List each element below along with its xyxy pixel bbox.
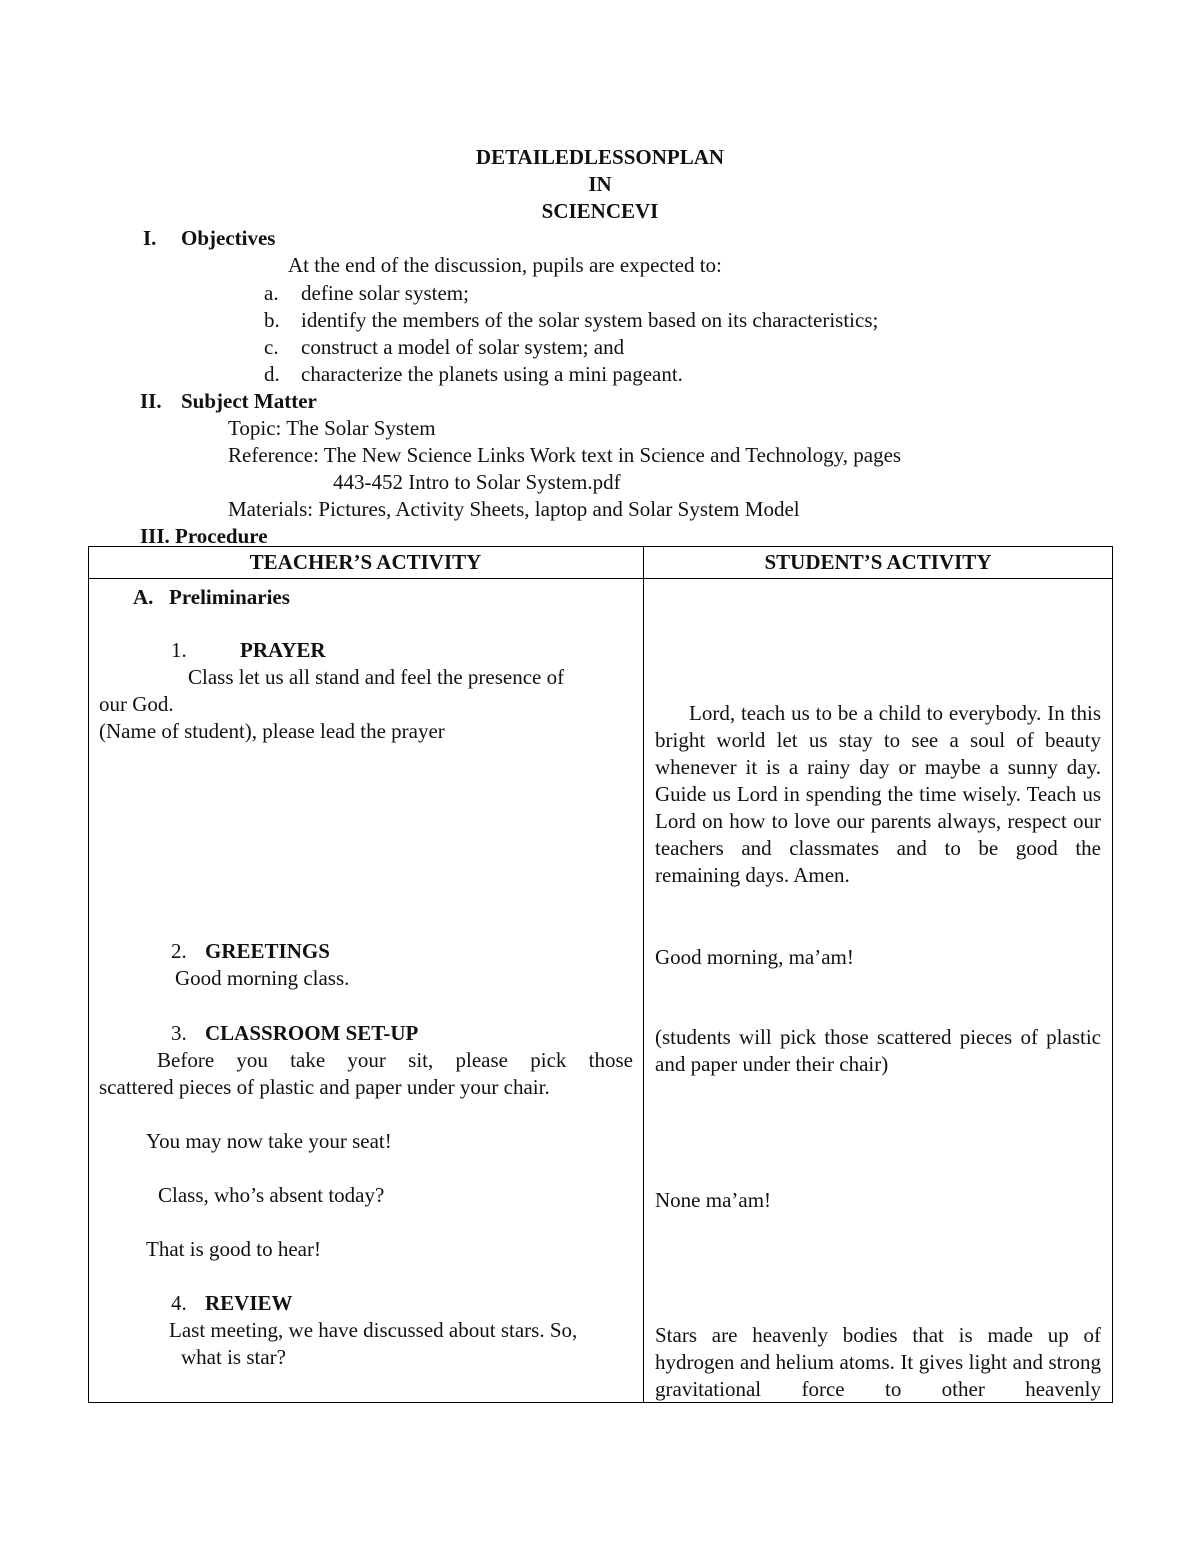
objectives-numeral: I. xyxy=(143,226,157,250)
setup-teacher-text: Before you take your sit, please pick those xyxy=(157,1048,633,1072)
doc-title-line3: SCIENCEVI xyxy=(541,199,659,223)
setup-heading: CLASSROOM SET-UP xyxy=(205,1021,419,1045)
setup-teacher-text: scattered pieces of plastic and paper under your chair. xyxy=(99,1075,550,1099)
section-a-letter: A. xyxy=(133,585,154,609)
materials-line: Materials: Pictures, Activity Sheets, laptop and Solar System Model xyxy=(228,497,800,521)
teacher-good-text: That is good to hear! xyxy=(146,1237,321,1261)
setup-student-response: (students will pick those scattered pieces of plastic and paper under their chair) xyxy=(655,1025,1101,1076)
teacher-absent-question: Class, who’s absent today? xyxy=(158,1183,385,1207)
objective-item: characterize the planets using a mini pageant. xyxy=(301,362,683,386)
prayer-teacher-text: our God. xyxy=(99,692,174,716)
teacher-seat-text: You may now take your seat! xyxy=(146,1129,392,1153)
prayer-teacher-text: Class let us all stand and feel the presence of xyxy=(188,665,565,689)
review-teacher-text: what is star? xyxy=(181,1345,286,1369)
review-heading: REVIEW xyxy=(205,1291,293,1315)
student-absent-response: None ma’am! xyxy=(655,1188,772,1212)
table-column-divider xyxy=(643,546,644,1403)
prayer-heading: PRAYER xyxy=(240,638,326,662)
review-teacher-text: Last meeting, we have discussed about stars. So, xyxy=(169,1318,578,1342)
prayer-number: 1. xyxy=(171,638,187,662)
objective-letter: a. xyxy=(264,281,279,305)
reference-continued: 443-452 Intro to Solar System.pdf xyxy=(333,470,621,494)
objective-letter: d. xyxy=(264,362,280,386)
greetings-student-response: Good morning, ma’am! xyxy=(655,945,854,969)
greetings-number: 2. xyxy=(171,939,187,963)
section-a-title: Preliminaries xyxy=(169,585,290,609)
greetings-teacher-text: Good morning class. xyxy=(175,966,350,990)
objectives-intro: At the end of the discussion, pupils are expected to: xyxy=(288,253,722,277)
greetings-heading: GREETINGS xyxy=(205,939,330,963)
subject-matter-heading: Subject Matter xyxy=(181,389,317,413)
subject-matter-numeral: II. xyxy=(140,389,162,413)
procedure-heading: III. Procedure xyxy=(140,524,268,548)
doc-title-line2: IN xyxy=(588,172,612,196)
objective-letter: c. xyxy=(264,335,279,359)
review-student-response: Stars are heavenly bodies that is made up of hydrogen and helium atoms. It gives light and strong gravitational force to other heavenly xyxy=(655,1323,1101,1401)
teacher-column-header: TEACHER’S ACTIVITY xyxy=(249,550,482,574)
doc-title-line1: DETAILEDLESSONPLAN xyxy=(475,145,725,169)
objective-item: define solar system; xyxy=(301,281,469,305)
objectives-heading: Objectives xyxy=(181,226,276,250)
objective-item: identify the members of the solar system based on its characteristics; xyxy=(301,308,879,332)
reference-line: Reference: The New Science Links Work text in Science and Technology, pages xyxy=(228,443,902,467)
prayer-student-response: Lord, teach us to be a child to everybody. In this bright world let us stay to see a soul of beauty whenever it is a rainy day or maybe a sunny day. Guide us Lord in spending the time wisely. Teach us Lord on how to love our parents always, respect our teachers and classmates and to be good the remaining days. Amen. xyxy=(655,701,1101,887)
review-number: 4. xyxy=(171,1291,187,1315)
objective-item: construct a model of solar system; and xyxy=(301,335,625,359)
topic-line: Topic: The Solar System xyxy=(228,416,436,440)
table-header-divider xyxy=(88,578,1113,579)
setup-number: 3. xyxy=(171,1021,187,1045)
prayer-teacher-text: (Name of student), please lead the prayer xyxy=(99,719,445,743)
objective-letter: b. xyxy=(264,308,280,332)
student-column-header: STUDENT’S ACTIVITY xyxy=(764,550,992,574)
